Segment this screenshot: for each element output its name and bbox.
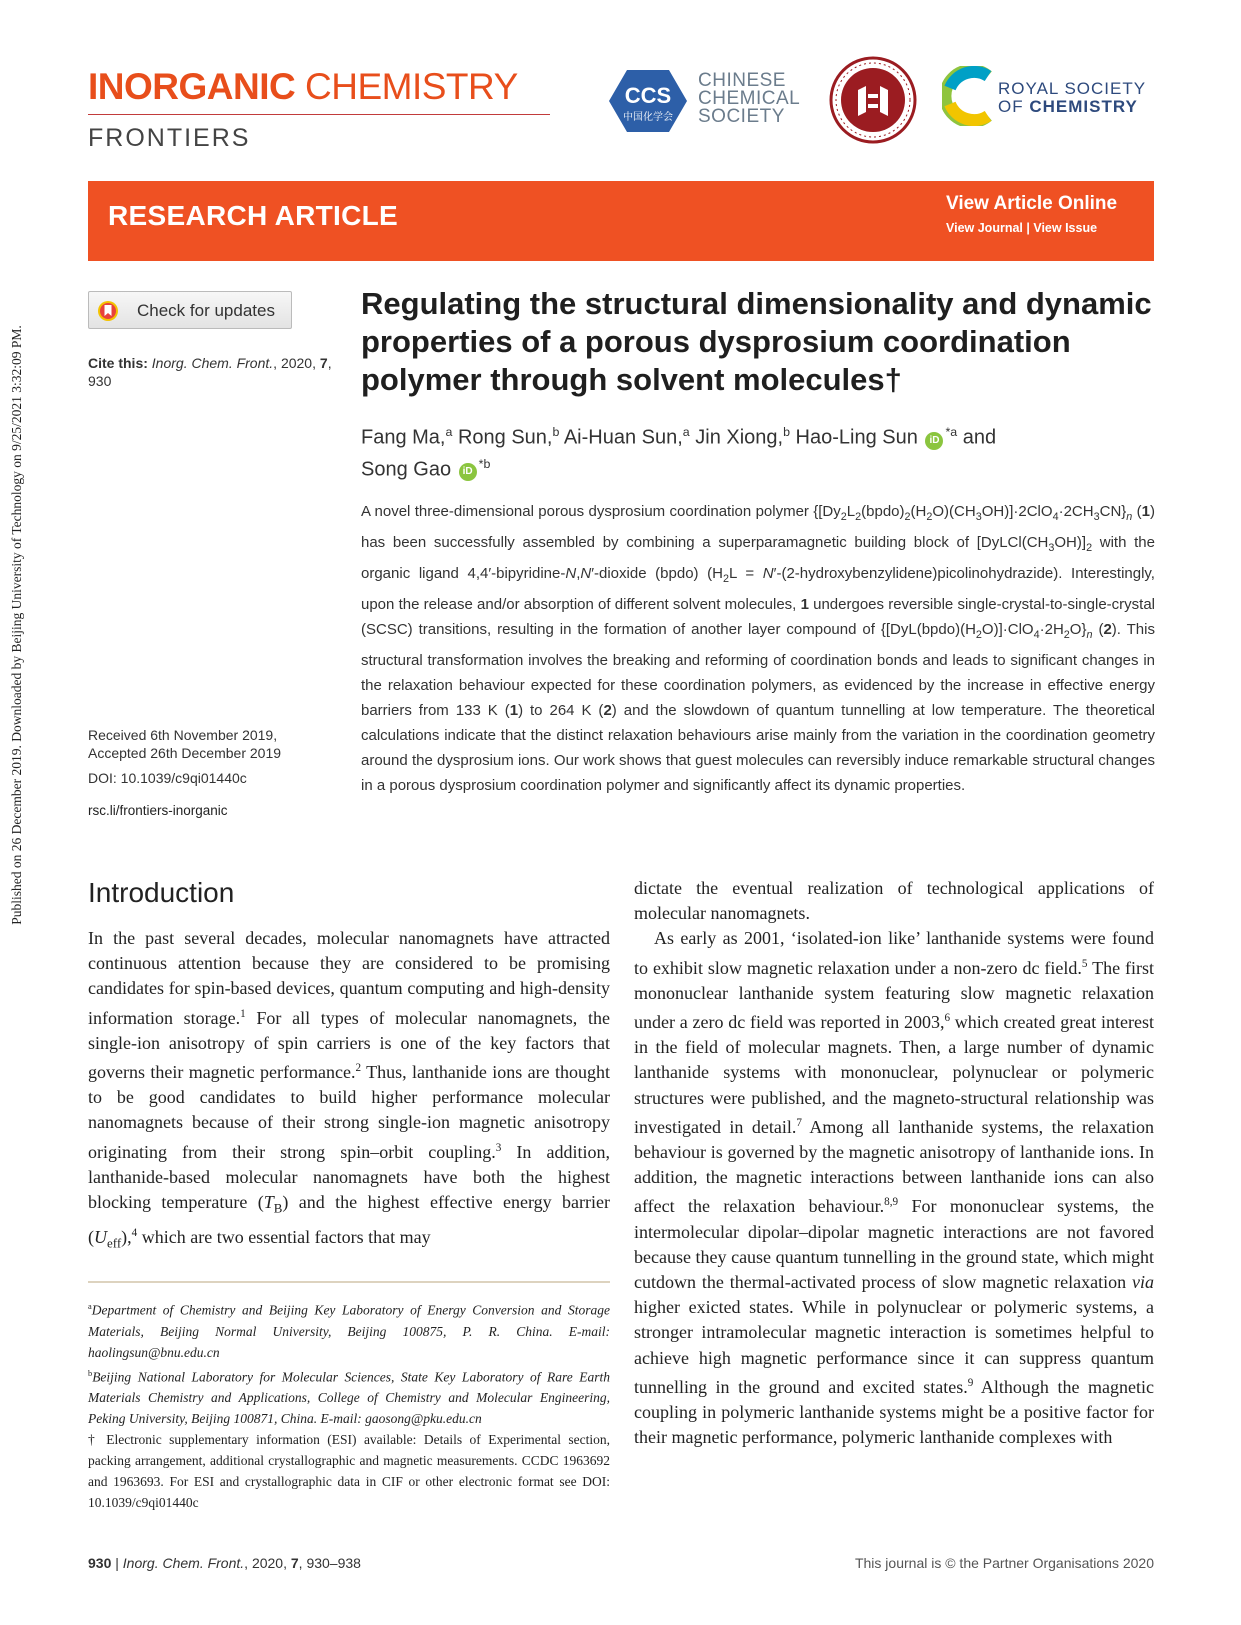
journal-title: [88, 66, 518, 108]
reference-mark[interactable]: 5: [1081, 957, 1088, 970]
cite-journal: Inorg. Chem. Front.: [151, 355, 274, 371]
received-accepted-dates: [88, 726, 281, 762]
check-for-updates-label: Check for updates: [137, 301, 275, 320]
footnotes: [88, 1296, 610, 1513]
footnote-divider: [88, 1281, 610, 1283]
reference-mark[interactable]: 6: [944, 1012, 951, 1025]
banner-links: [946, 221, 1097, 235]
affiliation-mark: a: [445, 425, 453, 439]
footnote-affiliation-b: $^b$Beijing National Laboratory for Molecular Sciences, State Key Laboratory of Rare Earth Materials Chemistry and Applications, College of Chemistry and Molecular Engineering, Peking University, Beijing 100871, China. E-mail: gaosong@pku.edu.cn: [88, 1368, 610, 1426]
journal-title-rule: [88, 114, 550, 115]
journal-title-bold: INORGANIC: [88, 66, 296, 107]
reference-mark[interactable]: 3: [495, 1141, 502, 1154]
ccs-abbr: CCS: [624, 83, 672, 108]
author: Jin Xiong,: [689, 426, 784, 449]
page-footer-copyright: This journal is © the Partner Organisations 2020: [854, 1555, 1154, 1571]
section-heading-introduction: Introduction: [88, 877, 235, 908]
ccs-name-line1: CHINESE: [698, 70, 786, 91]
author: Fang Ma,: [361, 426, 446, 449]
author-list: [361, 419, 1161, 482]
cite-label: Cite this:: [88, 355, 148, 371]
rsc-name-chemistry: CHEMISTRY: [1029, 97, 1138, 116]
rsc-name-line2: [998, 98, 1146, 116]
ccs-name: [698, 72, 800, 126]
paragraph: dictate the eventual realization of technological applications of molecular nanomagnets.: [634, 878, 1154, 924]
citation: [88, 354, 344, 390]
author: Song Gao: [361, 458, 452, 481]
cite-volume: 7: [319, 355, 328, 371]
reference-mark[interactable]: 2: [355, 1062, 362, 1075]
affiliation-mark: a: [682, 425, 690, 439]
ccs-name-line3: SOCIETY: [698, 106, 785, 127]
affiliation-mark: b: [783, 425, 790, 439]
journal-title-light: CHEMISTRY: [305, 66, 518, 107]
reference-mark[interactable]: 4: [131, 1226, 138, 1239]
footnote-affiliation-a: $^a$Department of Chemistry and Beijing Key Laboratory of Energy Conversion and Storage Materials, Beijing Normal University, Beijing 100875, P. R. China. E-mail: haolingsun@bnu.edu.cn: [88, 1302, 610, 1360]
affiliation-mark: *b: [478, 456, 491, 471]
reference-mark[interactable]: 1: [240, 1007, 246, 1020]
peking-university-seal-icon: [828, 56, 918, 149]
reference-mark[interactable]: 7: [796, 1116, 802, 1129]
download-notice: Published on 26 December 2019. Downloaded by Beijing University of Technology on 9/25/2021 3:32:09 PM.: [9, 325, 24, 925]
author: Rong Sun,: [452, 426, 553, 449]
article-title: Regulating the structural dimensionality and dynamic properties of a porous dysprosium coordination polymer through solvent molecules†: [361, 286, 1152, 397]
check-for-updates-button[interactable]: [88, 291, 292, 329]
doi: DOI: 10.1039/c9qi01440c: [88, 770, 247, 786]
rsc-c-logo-icon: [942, 66, 998, 131]
paragraph: In the past several decades, molecular nanomagnets have attracted continuous attention because they are considered to be promising candidates for spin-based devices, quantum computing and high-density information storage.$^1$ For all types of molecular nanomagnets, the single-ion anisotropy of spin carriers is one of the key factors that governs their magnetic performance.$^2$ Thus, lanthanide ions are thought to be good candidates to build higher performance molecular nanomagnets because of their strong single-ion magnetic anisotropy originating from their strong spin–orbit coupling.$^3$ In addition, lanthanide-based molecular nanomagnets have both the highest blocking temperature $(T_B)$ and the highest effective energy barrier $(U_{eff}),^4$ which are two essential factors that may: [88, 928, 610, 1251]
orcid-icon[interactable]: iD: [925, 432, 943, 450]
abstract: A novel three-dimensional porous dysprosium coordination polymer $\{[Dy_2L_2(bpdo)_2(H_2O)(CH_3OH)]\cdot 2ClO_4\cdot 2CH_3CN\}_n$ (1) has been successfully assembled by combining a superparamagnetic building block of $[DyLCl(CH_3OH)]_2$ with the organic ligand 4,4′-bipyridine-N,N′-dioxide (bpdo) ($H_2L$ = N′-(2-hydroxybenzylidene)picolinohydrazide). Interestingly, upon the release and/or absorption of different solvent molecules, 1 undergoes reversible single-crystal-to-single-crystal (SCSC) transitions, resulting in the formation of another layer compound of $\{[DyL(bpdo)(H_2O)]\cdot ClO_4\cdot 2H_2O\}_n$ (2). This structural transformation involves the breaking and reforming of coordination bonds and leads to significant changes in the relaxation behaviour expected for these coordination polymers, as evidenced by the increase in effective energy barriers from 133 K (1) to 264 K (2) and the slowdown of quantum tunnelling at low temperature. The theoretical calculations indicate that the distinct relaxation behaviours arise mainly from the variation in the coordination geometry around the dysprosium ions. Our work shows that guest molecules can reversibly induce remarkable structural changes in a porous dysprosium coordination polymer and significantly affect its dynamic properties.: [361, 503, 1156, 794]
author-conjunction: and: [957, 426, 997, 449]
rsc-name-line1: ROYAL SOCIETY: [998, 79, 1147, 98]
page-number: 930: [88, 1555, 112, 1571]
paragraph: As early as 2001, ‘isolated-ion like’ lanthanide systems were found to exhibit slow magnetic relaxation under a non-zero dc field.$^5$ The first mononuclear lanthanide system featuring slow magnetic relaxation under a zero dc field was reported in 2003,$^6$ which created great interest in the field of molecular magnets. Then, a large number of dynamic lanthanide systems with mononuclear, polynuclear or polymeric structures were published, and the magneto-structural relationship was investigated in detail.$^7$ Among all lanthanide systems, the relaxation behaviour is governed by the magnetic anisotropy of lanthanide ions. In addition, the magnetic interactions between lanthanide ions can also affect the relaxation behaviour.$^{8,9}$ For mononuclear systems, the intermolecular dipolar–dipolar magnetic interactions are not favored because they cause quantum tunnelling in the ground state, which might cutdown the thermal-activated process of slow magnetic relaxation via higher exicted states. While in polynuclear or polymeric systems, a stronger intramolecular magnetic interaction is sometimes helpful to achieve high magnetic performance since it can suppress quantum tunnelling in the ground and excited states.$^9$ Although the magnetic coupling in polymeric lanthanide systems might be a positive factor for their magnetic performance, polymeric lanthanide complexes with: [634, 928, 1155, 1448]
body-column-left: [88, 926, 610, 1256]
check-updates-icon: [97, 300, 119, 322]
rsc-name: [998, 80, 1146, 116]
affiliation-mark: b: [552, 425, 560, 439]
reference-mark[interactable]: 8,9: [884, 1196, 899, 1209]
article-type-label: RESEARCH ARTICLE: [108, 200, 398, 231]
journal-link[interactable]: rsc.li/frontiers-inorganic: [88, 803, 228, 818]
author: Hao-Ling Sun: [790, 426, 918, 449]
banner-link-separator: |: [1022, 221, 1034, 235]
cite-page: , 930: [88, 355, 332, 389]
view-issue-link[interactable]: View Issue: [1033, 221, 1098, 235]
affiliation-mark: *a: [945, 425, 958, 439]
orcid-icon[interactable]: iD: [459, 463, 477, 481]
reference-mark[interactable]: 9: [967, 1376, 974, 1389]
accepted-date: Accepted 26th December 2019: [88, 745, 282, 761]
ccs-chinese-name: 中国化学会: [623, 112, 673, 123]
cite-year: , 2020,: [273, 355, 316, 371]
view-journal-link[interactable]: View Journal: [946, 221, 1023, 235]
rsc-name-of: OF: [998, 97, 1030, 116]
body-column-right: [634, 876, 1154, 1450]
received-date: Received 6th November 2019,: [88, 727, 278, 743]
page-footer-citation: 930 | Inorg. Chem. Front., 2020, 7, 930–938: [88, 1555, 361, 1571]
footnote-esi: † Electronic supplementary information (ESI) available: Details of Experimental section, packing arrangement, additional crystallographic and magnetic measurements. CCDC 1963692 and 1963693. For ESI and crystallographic data in CIF or other electronic format see DOI: 10.1039/c9qi01440c: [88, 1432, 610, 1510]
author: Ai-Huan Sun,: [559, 426, 683, 449]
view-article-online-link[interactable]: View Article Online: [946, 193, 1118, 214]
ccs-logo-icon: [607, 68, 689, 139]
journal-subtitle: FRONTIERS: [88, 124, 251, 152]
ccs-name-line2: CHEMICAL: [698, 88, 801, 109]
